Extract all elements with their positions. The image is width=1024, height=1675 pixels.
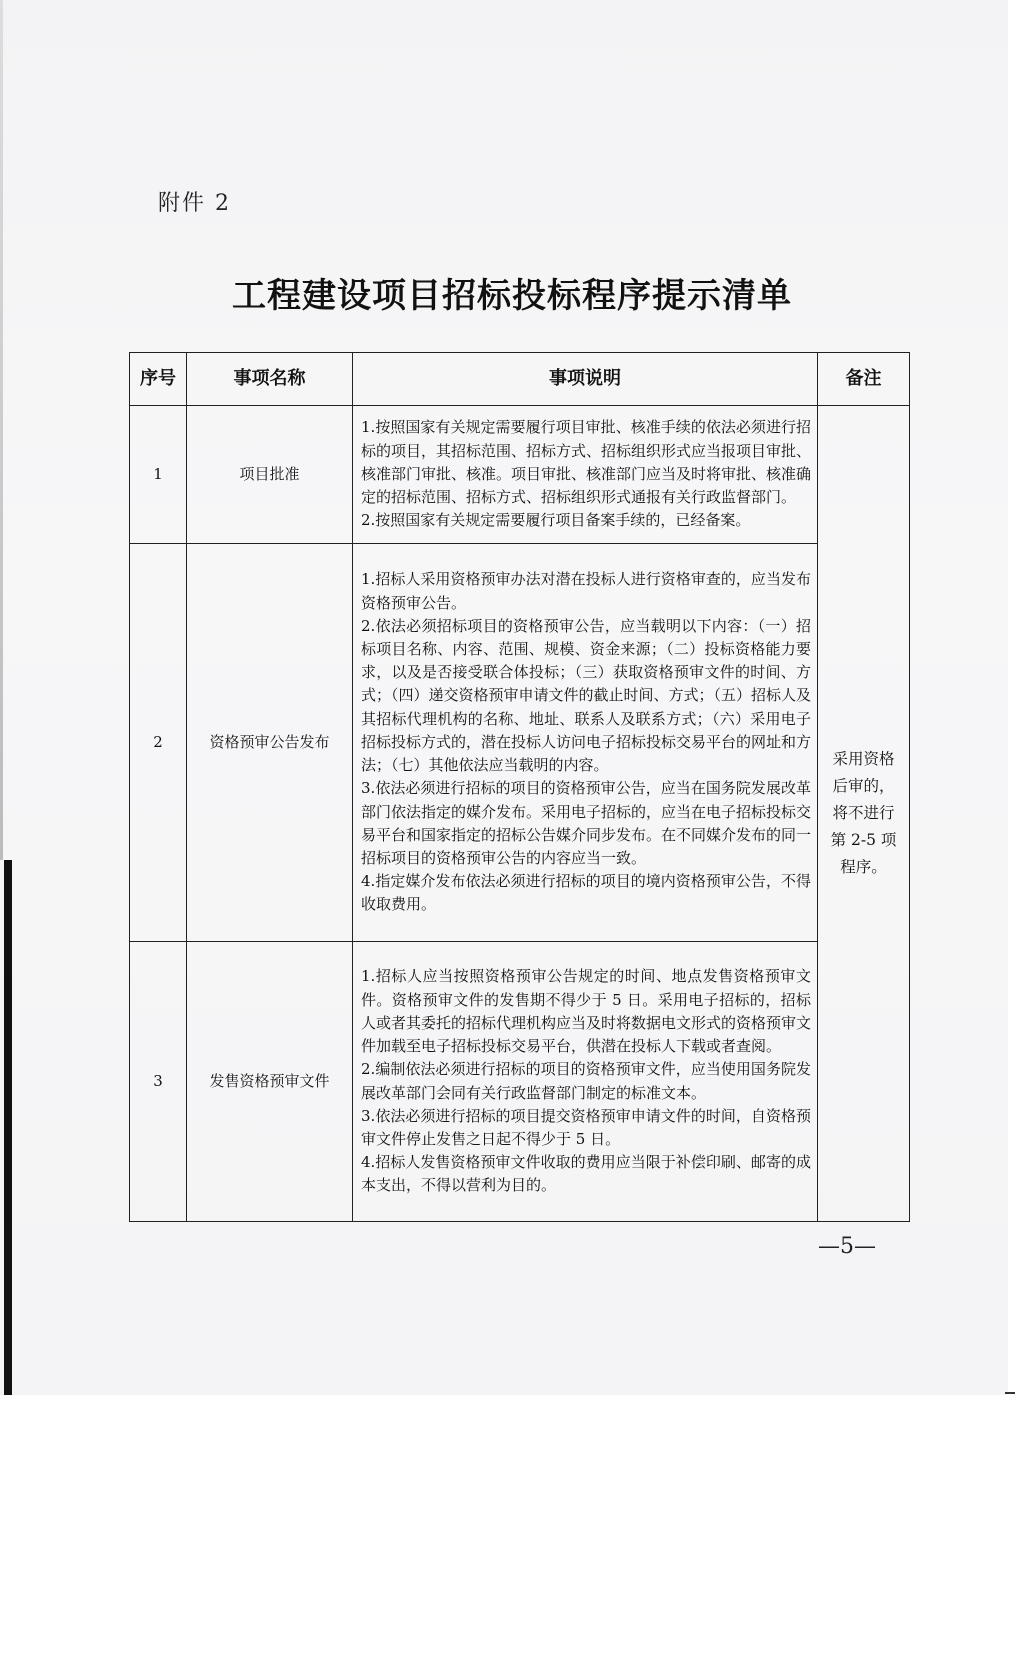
- remark-line: 后审的，: [832, 777, 895, 795]
- description-paragraph: 3.依法必须进行招标的项目提交资格预审申请文件的时间，自资格预审文件停止发售之日起不得少于 5 日。: [361, 1106, 811, 1148]
- item-description: [353, 942, 818, 1222]
- procedure-table: [129, 352, 910, 1222]
- item-description: [353, 544, 818, 942]
- description-paragraph: 1.招标人应当按照资格预审公告规定的时间、地点发售资格预审文件。资格预审文件的发售期不得少于 5 日。采用电子招标的，招标人或者其委托的招标代理机构应当及时将数据电文形式的资格预审文件加载至电子招标投标交易平台，供潜在投标人下载或者查阅。: [361, 967, 812, 1056]
- description-paragraph: 2.按照国家有关规定需要履行项目备案手续的，已经备案。: [361, 511, 751, 530]
- scan-corner-mark: [1005, 1392, 1015, 1394]
- description-paragraph: 3.依法必须进行招标的项目的资格预审公告，应当在国务院发展改革部门依法指定的媒介发布。采用电子招标的，应当在电子招标投标交易平台和国家指定的招标公告媒介同步发布。在不同媒介发布的同一招标项目的资格预审公告的内容应当一致。: [361, 779, 812, 867]
- item-name: 资格预审公告发布: [187, 544, 353, 942]
- scan-edge-binding: [4, 860, 12, 1395]
- table-row: [130, 942, 910, 1222]
- table-row: [130, 406, 910, 544]
- scan-edge-shadow: [0, 0, 3, 860]
- row-number: 1: [130, 406, 187, 544]
- page-number: —5—: [818, 1234, 876, 1259]
- annex-label: 附件 2: [158, 191, 231, 216]
- description-paragraph: 4.指定媒介发布依法必须进行招标的项目的境内资格预审公告，不得收取费用。: [361, 872, 811, 914]
- description-paragraph: 2.依法必须招标项目的资格预审公告，应当载明以下内容：（一）招标项目名称、内容、范围、规模、资金来源；（二）投标资格能力要求，以及是否接受联合体投标；（三）获取资格预审文件的时间、方式；（四）递交资格预审申请文件的截止时间、方式；（五）招标人及其招标代理机构的名称、地址、联系人及联系方式；（六）采用电子招标投标方式的，潜在投标人访问电子招标投标交易平台的网址和方法；（七）其他依法应当载明的内容。: [361, 616, 812, 775]
- remark-line: 程序。: [840, 858, 887, 876]
- remark-cell: [818, 406, 910, 1222]
- description-paragraph: 1.招标人采用资格预审办法对潜在投标人进行资格审查的，应当发布资格预审公告。: [361, 570, 811, 612]
- table-header-row: [130, 353, 910, 406]
- remark-line: 将不进行: [832, 804, 895, 822]
- remark-line: 第 2-5 项: [830, 831, 897, 849]
- document-title: 工程建设项目招标投标程序提示清单: [232, 276, 792, 316]
- description-paragraph: 4.招标人发售资格预审文件收取的费用应当限于补偿印刷、邮寄的成本支出，不得以营利为目的。: [361, 1153, 811, 1195]
- item-name: 项目批准: [187, 406, 353, 544]
- row-number: 2: [130, 544, 187, 942]
- header-note: 备注: [818, 353, 910, 406]
- description-paragraph: 1.按照国家有关规定需要履行项目审批、核准手续的依法必须进行招标的项目，其招标范围、招标方式、招标组织形式应当报项目审批、核准部门审批、核准。项目审批、核准部门应当及时将审批、核准确定的招标范围、招标方式、招标组织形式通报有关行政监督部门。: [361, 418, 812, 507]
- description-paragraph: 2.编制依法必须进行招标的项目的资格预审文件，应当使用国务院发展改革部门会同有关行政监督部门制定的标准文本。: [361, 1060, 811, 1102]
- header-name: 事项名称: [187, 353, 353, 406]
- item-name: 发售资格预审文件: [187, 942, 353, 1222]
- header-desc: 事项说明: [353, 353, 818, 406]
- row-number: 3: [130, 942, 187, 1222]
- item-description: [353, 406, 818, 544]
- table-row: [130, 544, 910, 942]
- header-no: 序号: [130, 353, 187, 406]
- remark-line: 采用资格: [832, 750, 895, 768]
